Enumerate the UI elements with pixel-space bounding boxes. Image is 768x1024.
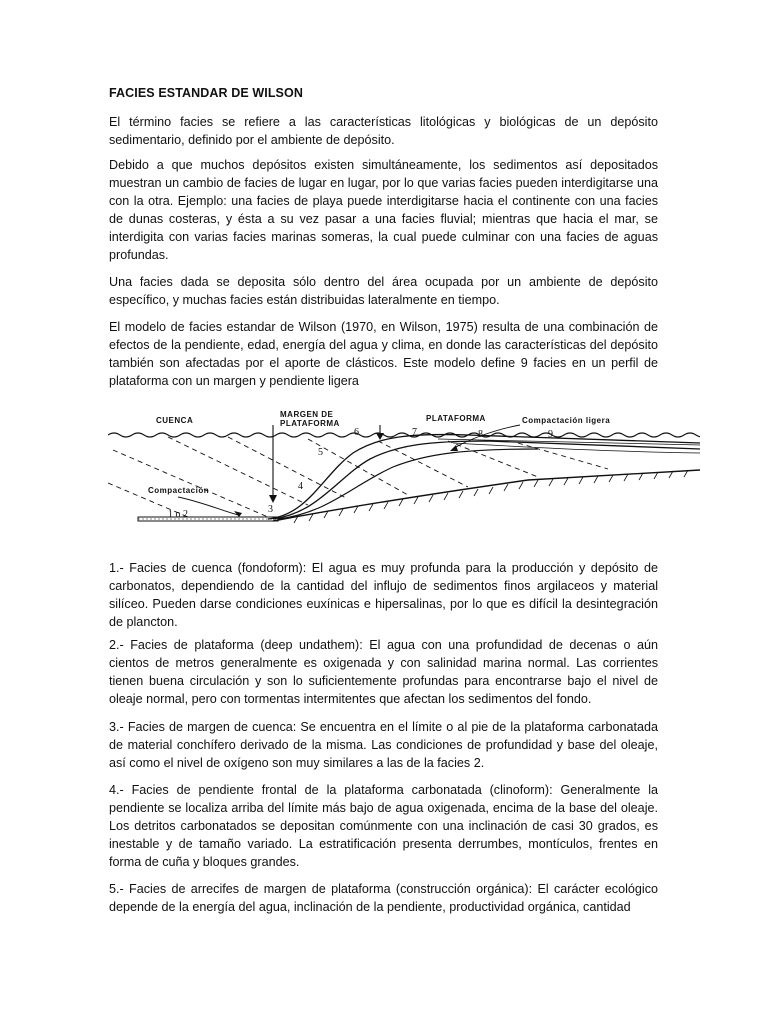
intro-paragraph: El modelo de facies estandar de Wilson (1970, en Wilson, 1975) resulta de una combinación de efectos de la pendiente, edad, energía del agua y clima, en donde las características del depósito también son afectadas por el aporte de clásticos. Este modelo define 9 facies en un perfil de plataforma con un margen y pendiente ligera: [109, 320, 658, 388]
label-compactacion: Compactación: [148, 486, 210, 495]
facies-number-9: 9: [548, 429, 553, 440]
wilson-facies-diagram: [108, 405, 700, 535]
intro-paragraph: Una facies dada se deposita sólo dentro del área ocupada por un ambiente de depósito específico, y muchas facies están distribuidas lateralmente en tiempo.: [109, 275, 658, 307]
facies-paragraph: 4.- Facies de pendiente frontal de la plataforma carbonatada (clinoform): Generalmente la pendiente se localiza arriba del límite más bajo de agua oxigenada, encima de la base del oleaje. Los detritos carbonatados se depositan comúnmente con una inclinación de casi 30 grados, es inestable y de tamaño variado. La estratificación presenta derrumbes, montículos, frentes en forma de cuña y bloques grandes.: [109, 783, 658, 869]
facies-number-3: 3: [268, 504, 273, 515]
facies-paragraph: 3.- Facies de margen de cuenca: Se encuentra en el límite o al pie de la plataforma carbonatada de material conchífero derivado de la misma. Las condiciones de profundidad y base del oleaje, así como el nivel de oxígeno son muy similares a las de la facies 2.: [109, 720, 658, 770]
facies-number-4: 4: [298, 481, 303, 492]
facies-number-6: 6: [354, 427, 359, 438]
facies-paragraph: 2.- Facies de plataforma (deep undathem): El agua con una profundidad de decenas o aún cientos de metros generalmente es oxigenada y con salinidad marina normal. Las corrientes tienen buena circulación y son lo suficientemente profundas para encontrarse bajo el nivel de oleaje normal, pero con tormentas intermitentes que afectan los sedimentos del fondo.: [109, 638, 658, 706]
intro-paragraph: El término facies se refiere a las características litológicas y biológicas de un depósito sedimentario, definido por el ambiente de depósito.: [109, 115, 658, 147]
facies-number-8: 8: [478, 429, 483, 440]
facies-paragraph: 5.- Facies de arrecifes de margen de plataforma (construcción orgánica): El carácter ecológico depende de la energía del agua, inclinación de la pendiente, productividad orgánica, cantidad: [109, 882, 658, 914]
label-compactacion-ligera: Compactación ligera: [522, 416, 611, 425]
facies-number-7: 7: [412, 427, 417, 438]
facies-number-5: 5: [318, 447, 323, 458]
label-plataforma: PLATAFORMA: [426, 414, 486, 423]
document-title: FACIES ESTANDAR DE WILSON: [109, 86, 303, 100]
label-margen-line1: MARGEN DE: [280, 410, 334, 419]
label-cuenca: CUENCA: [156, 416, 194, 425]
facies-paragraph: 1.- Facies de cuenca (fondoform): El agua es muy profunda para la producción y depósito de carbonatos, dependiendo de la cantidad del influjo de sedimentos finos argilaceos y material silíceo. Pueden darse condiciones euxínicas e hipersalinas, por lo que es difícil la desintegración de plancton.: [109, 561, 658, 629]
label-facies-1-o-2: 1 o 2: [168, 509, 188, 520]
label-margen-line2: PLATAFORMA: [280, 419, 340, 428]
intro-paragraph: Debido a que muchos depósitos existen simultáneamente, los sedimentos así depositados muestran un cambio de facies de lugar en lugar, por lo que varias facies pueden interdigitarse una con la otra. Ejemplo: una facies de playa puede interdigitarse hacia el continente con una facies de dunas costeras, y ésta a su vez pasar a una facies fluvial; mientras que hacia el mar, se interdigita con varias facies marinas someras, la cual puede culminar con una facies de aguas profundas.: [109, 158, 658, 262]
